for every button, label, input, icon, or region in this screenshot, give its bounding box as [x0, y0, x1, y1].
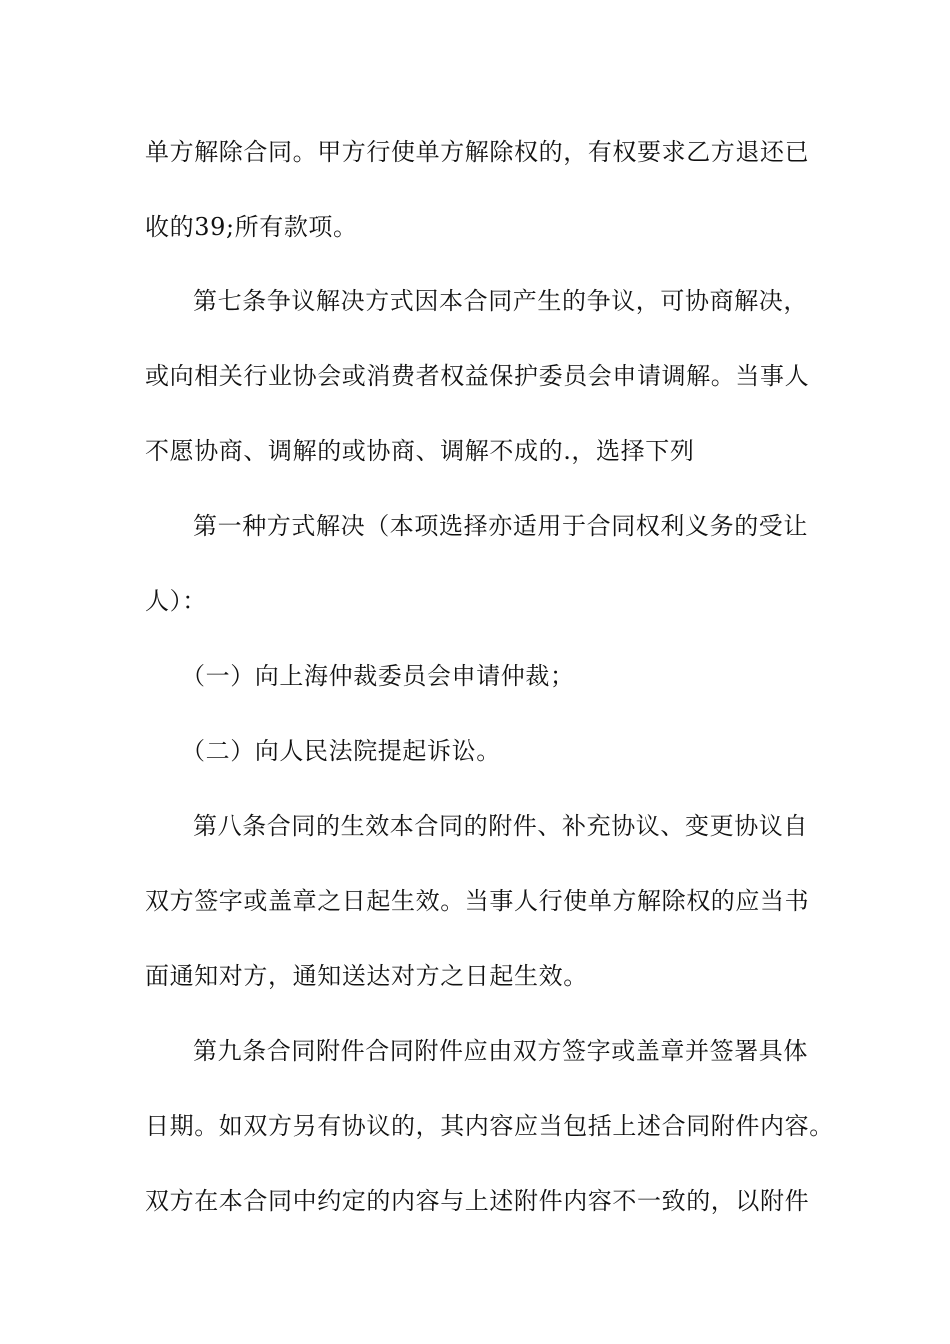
text-line: 日期。如双方另有协议的，其内容应当包括上述合同附件内容。: [145, 1112, 834, 1140]
text-line: 双方在本合同中约定的内容与上述附件内容不一致的，以附件: [145, 1187, 810, 1215]
text-line: 单方解除合同。甲方行使单方解除权的，有权要求乙方退还已: [145, 138, 810, 166]
text-line: 或向相关行业协会或消费者权益保护委员会申请调解。当事人: [145, 362, 810, 390]
text-line: 第一种方式解决（本项选择亦适用于合同权利义务的受让: [193, 512, 808, 540]
text-line: （二）向人民法院提起诉讼。: [181, 737, 501, 765]
text-line: （一）向上海仲裁委员会申请仲裁；: [181, 662, 575, 690]
text-line: 第七条争议解决方式因本合同产生的争议，可协商解决，: [193, 287, 808, 315]
text-line: 收的39;所有款项。: [145, 213, 358, 241]
text-line: 面通知对方，通知送达对方之日起生效。: [145, 962, 588, 990]
text-line: 不愿协商、调解的或协商、调解不成的.，选择下列: [145, 437, 695, 465]
text-line: 第九条合同附件合同附件应由双方签字或盖章并签署具体: [193, 1037, 808, 1065]
text-line: 双方签字或盖章之日起生效。当事人行使单方解除权的应当书: [145, 887, 810, 915]
text-line: 人）：: [145, 587, 207, 615]
text-line: 第八条合同的生效本合同的附件、补充协议、变更协议自: [193, 812, 808, 840]
